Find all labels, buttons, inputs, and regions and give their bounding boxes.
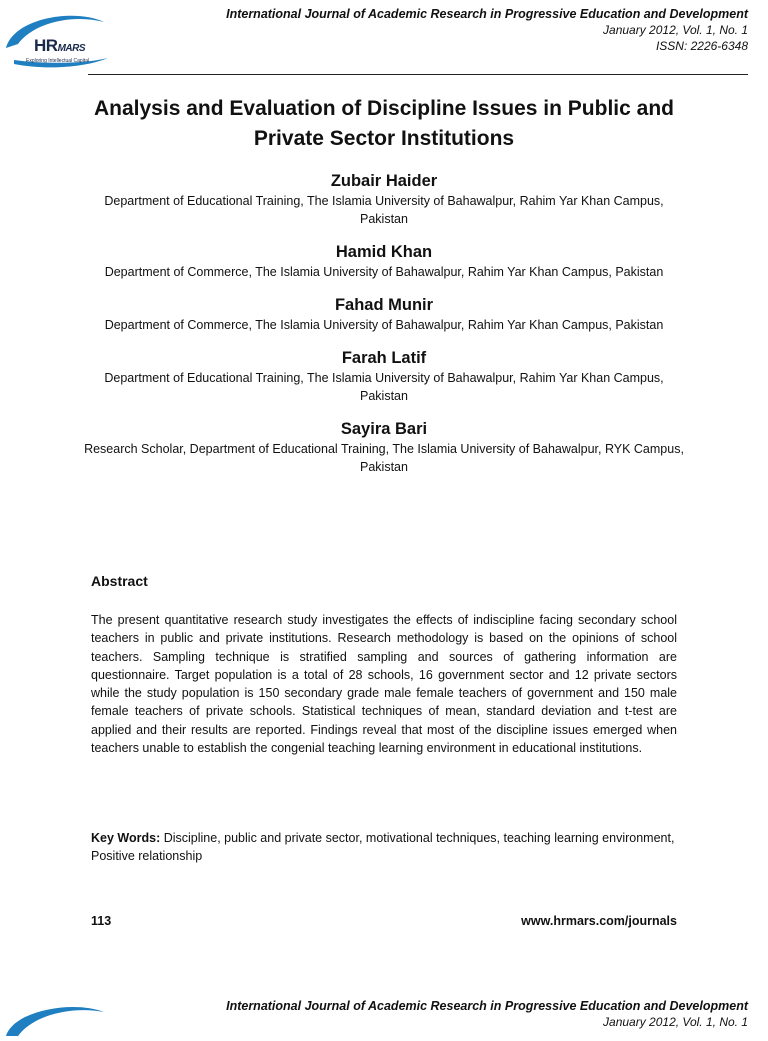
abstract-heading: Abstract <box>91 573 148 589</box>
keywords-label: Key Words: <box>91 831 161 845</box>
author-affiliation: Department of Commerce, The Islamia University of Bahawalpur, Rahim Yar Khan Campus, Pakistan <box>104 318 664 332</box>
page-number: 113 <box>91 914 112 928</box>
author-name: Fahad Munir <box>334 296 434 314</box>
author-name: Farah Latif <box>341 349 427 367</box>
paper-title: Analysis and Evaluation of Discipline Issues in Public and Private Sector Institutions <box>94 97 674 150</box>
hrmars-logo-next-page <box>4 996 116 1036</box>
author-block <box>80 170 688 228</box>
author-block <box>80 294 688 334</box>
journal-header <box>226 6 748 54</box>
author-affiliation: Department of Educational Training, The Islamia University of Bahawalpur, Rahim Yar Khan Campus, Pakistan <box>104 194 664 226</box>
author-name: Hamid Khan <box>335 243 433 261</box>
journal-issue: January 2012, Vol. 1, No. 1 <box>603 1015 748 1029</box>
abstract-text: The present quantitative research study investigates the effects of indiscipline facing secondary school teachers in public and private institutions. Research methodology is based on the opinions of school teachers. Sampling technique is stratified sampling and sources of gathering information are questionnaire. Target population is a total of 28 schools, 16 government sector and 12 private sectors while the study population is 150 secondary grade male female teachers of government and 150 male female teachers of private schools. Statistical techniques of mean, standard deviation and t-test are applied and their results are reported. Findings reveal that most of the discipline issues emerged when teachers unable to establish the congenial teaching learning environment in educational institutions. <box>91 613 677 756</box>
journal-header-next-page <box>226 998 748 1030</box>
author-affiliation: Department of Educational Training, The Islamia University of Bahawalpur, Rahim Yar Khan Campus, Pakistan <box>104 371 664 403</box>
journal-issue: January 2012, Vol. 1, No. 1 <box>603 23 748 37</box>
author-block <box>80 347 688 405</box>
author-list <box>80 170 688 489</box>
author-affiliation: Research Scholar, Department of Educational Training, The Islamia University of Bahawalpur, RYK Campus, Pakistan <box>84 442 684 474</box>
footer-url: www.hrmars.com/journals <box>521 914 677 928</box>
journal-name: International Journal of Academic Research in Progressive Education and Development <box>226 7 748 21</box>
logo-wordmark: HRMARS <box>34 36 86 55</box>
author-affiliation: Department of Commerce, The Islamia University of Bahawalpur, Rahim Yar Khan Campus, Pakistan <box>104 265 664 279</box>
journal-name: International Journal of Academic Research in Progressive Education and Development <box>226 999 748 1013</box>
keywords <box>91 829 677 865</box>
author-name: Zubair Haider <box>330 172 438 190</box>
author-block <box>80 241 688 281</box>
keywords-text: Discipline, public and private sector, motivational techniques, teaching learning environment, Positive relationship <box>91 831 675 863</box>
journal-issn: ISSN: 2226-6348 <box>655 39 748 53</box>
logo-tagline: Exploring Intellectual Capital <box>26 58 90 64</box>
hrmars-logo <box>4 8 116 72</box>
header-divider <box>88 74 748 75</box>
author-block <box>80 418 688 476</box>
logo-swoosh-icon <box>4 996 116 1036</box>
author-name: Sayira Bari <box>340 420 428 438</box>
